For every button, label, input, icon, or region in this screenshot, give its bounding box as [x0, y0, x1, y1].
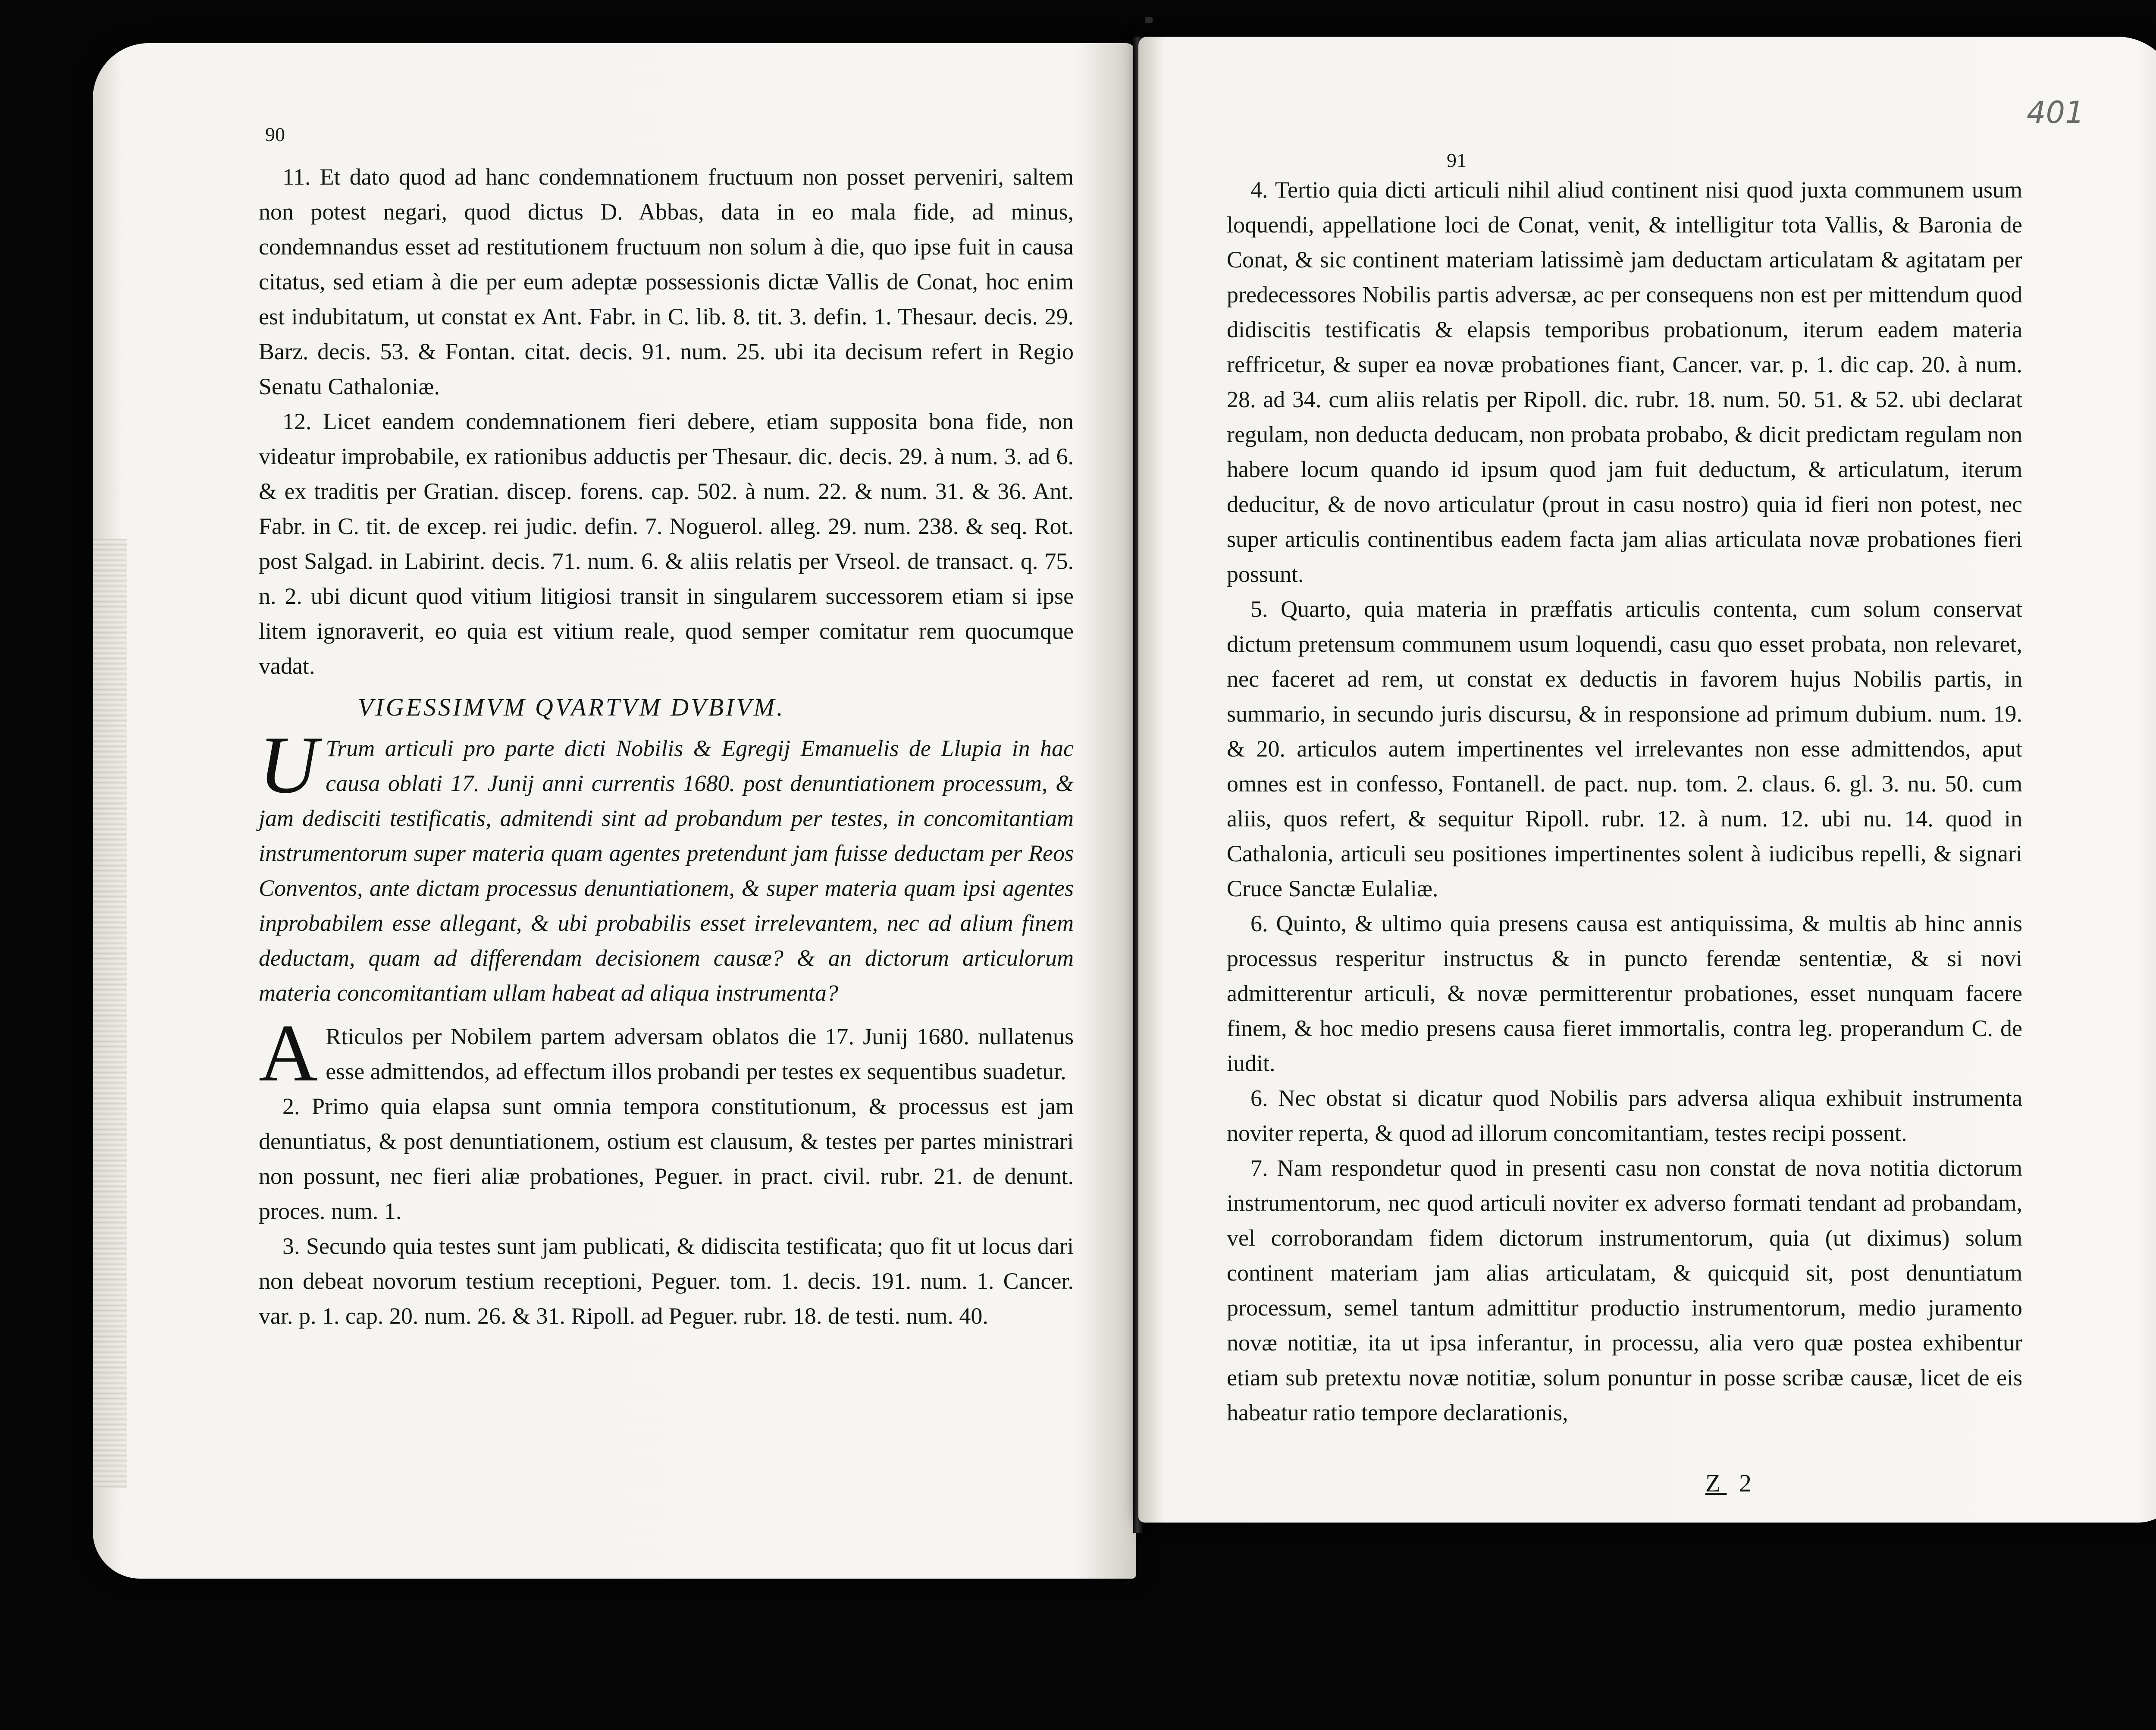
dropcap-a: A: [259, 1008, 318, 1099]
left-page-text: [259, 160, 1074, 1334]
archive-number: 401: [2027, 95, 2084, 130]
binding-mark: [1145, 17, 1153, 23]
paragraph-6: 6. Quinto, & ultimo quia presens causa est antiquissima, & multis ab hinc annis processus resperitur instructus & in puncto ferendæ sententiæ, & si novi admitterentur articuli, & novæ permitterentur probationes, esset nunquam facere finem, & hoc medio presens causa fieret immortalis, contra leg. properandum C. de iudit.: [1227, 911, 2022, 1076]
question-paragraph: [259, 720, 1074, 1011]
right-page-text: [1227, 173, 2022, 1430]
signature-mark: [1705, 1469, 1758, 1498]
paragraph-11: 11. Et dato quod ad hanc condemnationem fructuum non posset perveniri, saltem non potest negari, quod dictus D. Abbas, data in eo mala fide, ad minus, condemnandus esset ad restitutionem fructuum non solum à die, quo ipse fuit in causa citatus, sed etiam à die per eum adeptæ possessionis dictæ Vallis de Conat, hoc enim est indubitatum, ut constat ex Ant. Fabr. in C. lib. 8. tit. 3. defin. 1. Thesaur. decis. 29. Barz. decis. 53. & Fontan. citat. decis. 91. num. 25. ubi ita decisum refert in Regio Senatu Cathaloniæ.: [259, 164, 1074, 399]
signature-letter: Z: [1705, 1469, 1727, 1497]
paragraph-2: 2. Primo quia elapsa sunt omnia tempora constitutionum, & processus est jam denuntiatus, & post denuntiationem, ostium est clausum, & testes per partes ministrari non possunt, nec fieri aliæ probationes, Peguer. in pract. civil. rubr. 21. de denunt. proces. num. 1.: [259, 1093, 1074, 1224]
left-folio-number: 90: [265, 123, 285, 145]
signature-number: 2: [1739, 1469, 1758, 1497]
dropcap-u: U: [259, 720, 318, 810]
paragraph-7: 7. Nam respondetur quod in presenti casu non constat de nova notitia dictorum instrumentorum, nec quod articuli noviter ex adverso formati tendant ad probandam, vel corroborandam fidem dictorum instrumentorum, quia (ut diximus) solum continent materiam jam alias articulatam, & quicquid sit, post denuntiatum processum, semel tantum admittitur productio instrumentorum, medio juramento novæ notitiæ, ita ut ipsa inferantur, in processu, alia vero quæ postea exhibentur etiam sub pretextu novæ notitiæ, solum ponuntur in posse scribæ causæ, licet de eis habeatur ratio tempore declarationis,: [1227, 1155, 2022, 1425]
paragraph-12: 12. Licet eandem condemnationem fieri debere, etiam supposita bona fide, non videatur improbabile, ex rationibus adductis per Thesaur. dic. decis. 29. à num. 3. ad 6. & ex traditis per Gratian. discep. forens. cap. 502. à num. 22. & num. 31. & 36. Ant. Fabr. in C. tit. de excep. rei judic. defin. 7. Noguerol. alleg. 29. num. 238. & seq. Rot. post Salgad. in Labirint. decis. 71. num. 6. & aliis relatis per Vrseol. de transact. q. 75. n. 2. ubi dicunt quod vitium litigiosi transit in singularem successorem etiam si ipse litem ignoraverit, eo quia est vitium reale, quod semper comitatur rem quocumque vadat.: [259, 408, 1074, 679]
paragraph-3: 3. Secundo quia testes sunt jam publicati, & didiscita testificata; quo fit ut locus dari non debeat novorum testium receptioni, Peguer. tom. 1. decis. 191. num. 1. Cancer. var. p. 1. cap. 20. num. 26. & 31. Ripoll. ad Peguer. rubr. 18. de testi. num. 40.: [259, 1233, 1074, 1329]
answer-paragraph: [259, 1008, 1074, 1099]
paragraph-4: 4. Tertio quia dicti articuli nihil aliud continent nisi quod juxta communem usum loquendi, appellatione loci de Conat, venit, & intelligitur tota Vallis, & Baronia de Conat, & sic continent materiam latissimè jam deductam articulatam & agitatam per predecessores Nobilis partis adversæ, ac per consequens non est per mittendum quod didiscitis testificatis & elapsis temporibus probationum, iterum eadem materia reffricetur, & super ea novæ probationes fiant, Cancer. var. p. 1. dic cap. 20. à num. 28. ad 34. cum aliis relatis per Ripoll. dic. rubr. 18. num. 50. 51. & 52. ubi declarat regulam, non deducta deducam, non probata probabo, & dicit predictam regulam non habere locum quando id ipsum quod jam fuit deductum, & articulatum, iterum deducitur, & de novo articulatur (prout in casu nostro) quia id fieri non potest, nec super articulis continentibus eadem facta jam alias articulata novæ probationes fieri possunt.: [1227, 177, 2022, 587]
paragraph-5: 5. Quarto, quia materia in præffatis articulis contenta, cum solum conservat dictum pretensum communem usum loquendi, casu quo esset probata, non relevaret, nec faceret ad rem, ut constat ex deductis in favorem hujus Nobilis partis, in summario, in secundo juris discursu, & in responsione ad primum dubium. num. 19. & 20. articulos autem impertinentes vel irrelevantes non esse admittendos, aput omnes est in confesso, Fontanell. de pact. nup. tom. 2. claus. 6. gl. 3. nu. 50. cum aliis, quos refert, & sequitur Ripoll. rubr. 12. à num. 12. ubi nu. 14. quod in Cathalonia, articuli seu positiones impertinentes solent à iudicibus repelli, & signari Cruce Sanctæ Eulaliæ.: [1227, 596, 2022, 901]
right-folio-number: 91: [1447, 149, 1467, 171]
section-heading: VIGESSIMVM QVARTVM DVBIVM.: [358, 693, 785, 721]
answer-text: Rticulos per Nobilem partem adversam oblatos die 17. Junij 1680. nullatenus esse admittendos, ad effectum illos probandi per testes ex sequentibus suadetur.: [326, 1024, 1074, 1084]
paragraph-6b: 6. Nec obstat si dicatur quod Nobilis pars adversa aliqua exhibuit instrumenta noviter reperta, & quod ad illorum concomitantiam, testes recipi possent.: [1227, 1085, 2022, 1146]
page-edge-texture: [93, 539, 127, 1488]
question-text: Trum articuli pro parte dicti Nobilis & Egregij Emanuelis de Llupia in hac causa oblati 17. Junij anni currentis 1680. post denuntiationem processum, & jam dedisciti testificatis, admitendi sint ad probandum per testes, in concomitantiam instrumentorum super materia quam agentes pretendunt jam fuisse deductam per Reos Conventos, ante dictam processus denuntiationem, & super materia quam ipsi agentes inprobabilem esse allegant, & ubi probabilis esset irrelevantem, nec ad alium finem deductam, quam ad differendam decisionem causæ? & an dictorum articulorum materia concomitantiam ullam habeat ad aliqua instrumenta?: [259, 735, 1074, 1006]
